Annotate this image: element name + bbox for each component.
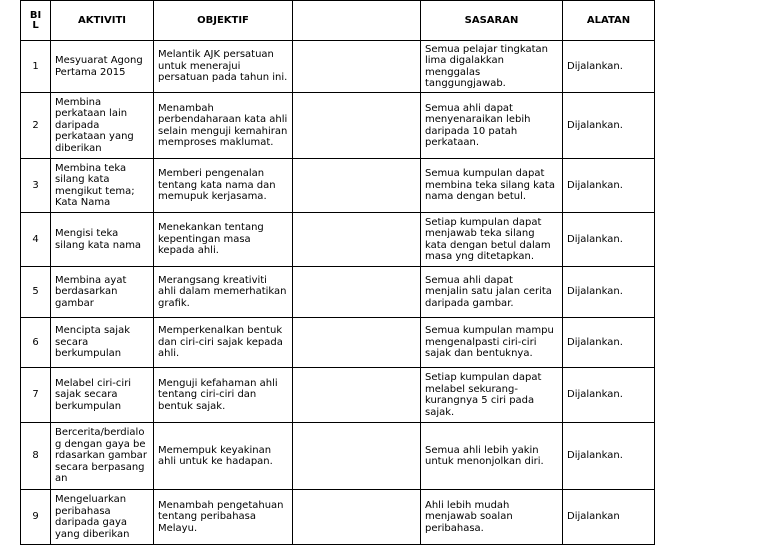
alatan-cell: Dijalankan.: [563, 368, 655, 423]
sasaran-cell: Setiap kumpulan dapat melabel sekurang-kurangnya 5 ciri pada sajak.: [421, 368, 563, 423]
alatan-cell: Dijalankan: [563, 490, 655, 545]
aktiviti-cell: Mencipta sajak secara berkumpulan: [51, 318, 154, 368]
sasaran-cell: Semua ahli lebih yakin untuk menonjolkan diri.: [421, 423, 563, 490]
aktiviti-cell: Mengeluarkan peribahasa daripada gaya yang diberikan: [51, 490, 154, 545]
table-row: [21, 41, 655, 93]
objektif-cell: Menekankan tentang kepentingan masa kepada ahli.: [154, 213, 293, 267]
blank-cell: [293, 368, 421, 423]
sasaran-cell: Semua ahli dapat menyenaraikan lebih daripada 10 patah perkataan.: [421, 93, 563, 159]
header-objektif: OBJEKTIF: [154, 1, 293, 41]
table-header-row: [21, 1, 655, 41]
table-row: [21, 159, 655, 213]
aktiviti-cell: Membina perkataan lain daripada perkataan yang diberikan: [51, 93, 154, 159]
header-aktiviti: AKTIVITI: [51, 1, 154, 41]
blank-cell: [293, 318, 421, 368]
alatan-cell: Dijalankan.: [563, 318, 655, 368]
objektif-cell: Menguji kefahaman ahli tentang ciri-ciri dan bentuk sajak.: [154, 368, 293, 423]
alatan-cell: Dijalankan.: [563, 267, 655, 318]
blank-cell: [293, 267, 421, 318]
aktiviti-cell: Melabel ciri-ciri sajak secara berkumpulan: [51, 368, 154, 423]
objektif-cell: Memberi pengenalan tentang kata nama dan memupuk kerjasama.: [154, 159, 293, 213]
objektif-cell: Memempuk keyakinan ahli untuk ke hadapan.: [154, 423, 293, 490]
table-row: [21, 490, 655, 545]
alatan-cell: Dijalankan.: [563, 159, 655, 213]
alatan-cell: Dijalankan.: [563, 423, 655, 490]
row-number: 9: [21, 490, 51, 545]
table-row: [21, 368, 655, 423]
aktiviti-cell: Membina teka silang kata mengikut tema; Kata Nama: [51, 159, 154, 213]
table-row: [21, 267, 655, 318]
sasaran-cell: Setiap kumpulan dapat menjawab teka silang kata dengan betul dalam masa yng ditetapkan.: [421, 213, 563, 267]
blank-cell: [293, 213, 421, 267]
header-bil: BIL: [21, 1, 51, 41]
blank-cell: [293, 93, 421, 159]
table-row: [21, 93, 655, 159]
table-row: [21, 423, 655, 490]
aktiviti-cell: Membina ayat berdasarkan gambar: [51, 267, 154, 318]
objektif-cell: Memperkenalkan bentuk dan ciri-ciri sajak kepada ahli.: [154, 318, 293, 368]
sasaran-cell: Semua pelajar tingkatan lima digalakkan menggalas tanggungjawab.: [421, 41, 563, 93]
table-row: [21, 318, 655, 368]
activity-table: [20, 0, 655, 545]
header-blank: [293, 1, 421, 41]
header-alatan: ALATAN: [563, 1, 655, 41]
row-number: 8: [21, 423, 51, 490]
objektif-cell: Melantik AJK persatuan untuk menerajui persatuan pada tahun ini.: [154, 41, 293, 93]
objektif-cell: Menambah perbendaharaan kata ahli selain menguji kemahiran memproses maklumat.: [154, 93, 293, 159]
header-sasaran: SASARAN: [421, 1, 563, 41]
aktiviti-cell: Bercerita/berdialog dengan gaya berdasarkan gambar secara berpasangan: [51, 423, 154, 490]
row-number: 7: [21, 368, 51, 423]
sasaran-cell: Semua kumpulan mampu mengenalpasti ciri-ciri sajak dan bentuknya.: [421, 318, 563, 368]
row-number: 2: [21, 93, 51, 159]
table-row: [21, 213, 655, 267]
row-number: 4: [21, 213, 51, 267]
sasaran-cell: Ahli lebih mudah menjawab soalan peribahasa.: [421, 490, 563, 545]
blank-cell: [293, 41, 421, 93]
aktiviti-cell: Mengisi teka silang kata nama: [51, 213, 154, 267]
row-number: 1: [21, 41, 51, 93]
alatan-cell: Dijalankan.: [563, 93, 655, 159]
row-number: 6: [21, 318, 51, 368]
sasaran-cell: Semua kumpulan dapat membina teka silang kata nama dengan betul.: [421, 159, 563, 213]
objektif-cell: Menambah pengetahuan tentang peribahasa Melayu.: [154, 490, 293, 545]
blank-cell: [293, 490, 421, 545]
alatan-cell: Dijalankan.: [563, 41, 655, 93]
row-number: 3: [21, 159, 51, 213]
objektif-cell: Merangsang kreativiti ahli dalam memerhatikan grafik.: [154, 267, 293, 318]
blank-cell: [293, 159, 421, 213]
alatan-cell: Dijalankan.: [563, 213, 655, 267]
aktiviti-cell: Mesyuarat Agong Pertama 2015: [51, 41, 154, 93]
blank-cell: [293, 423, 421, 490]
sasaran-cell: Semua ahli dapat menjalin satu jalan cerita daripada gambar.: [421, 267, 563, 318]
row-number: 5: [21, 267, 51, 318]
